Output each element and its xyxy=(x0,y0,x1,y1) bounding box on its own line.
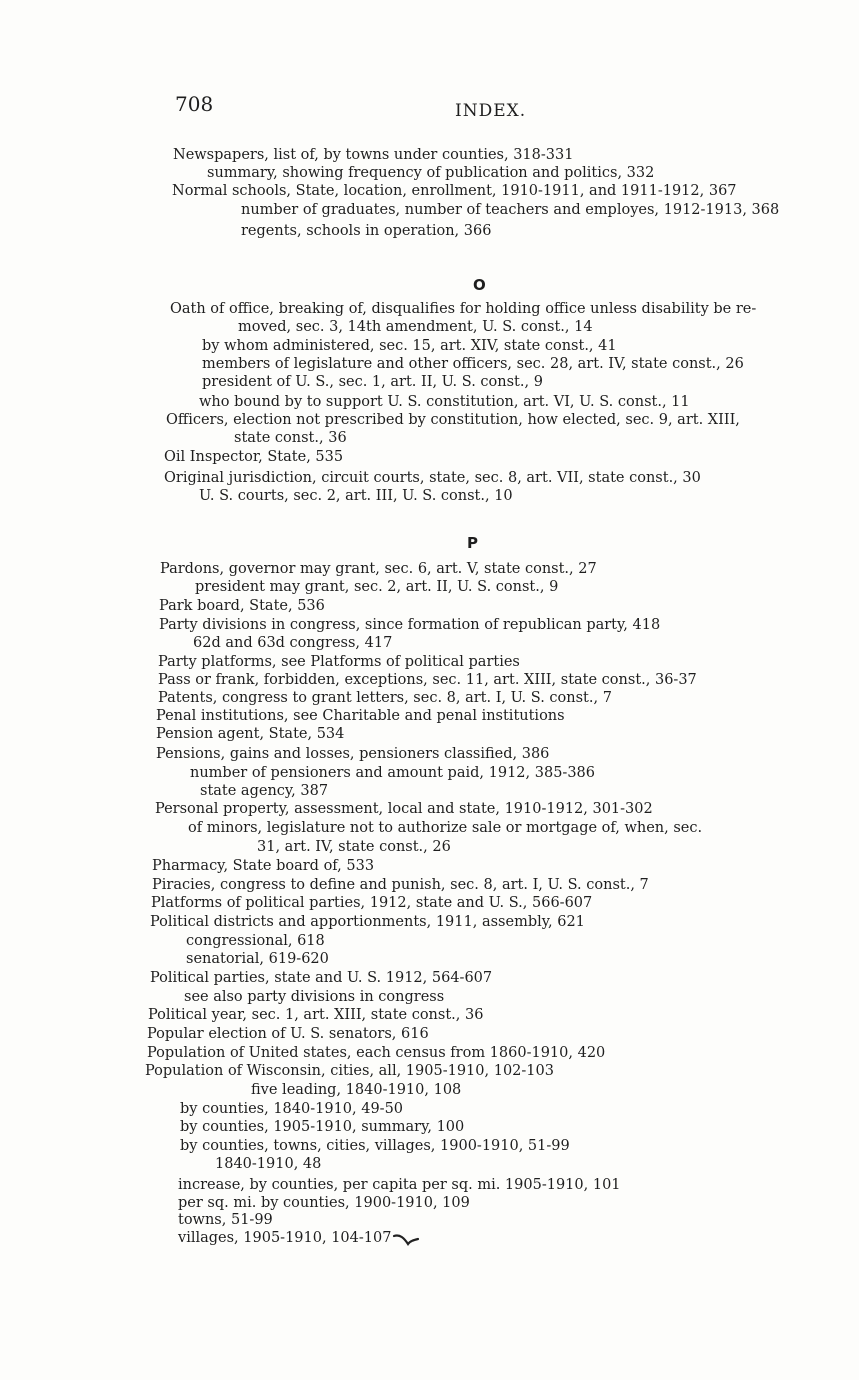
index-entry: Political parties, state and U. S. 1912, 564-607 xyxy=(150,970,493,986)
index-subentry: number of pensioners and amount paid, 1912, 385-386 xyxy=(190,765,595,781)
index-entry: Pharmacy, State board of, 533 xyxy=(152,858,375,874)
index-entry: Popular election of U. S. senators, 616 xyxy=(147,1026,429,1042)
index-entry: Normal schools, State, location, enrollment, 1910-1911, and 1911-1912, 367 xyxy=(172,183,737,199)
index-subentry: senatorial, 619-620 xyxy=(186,951,329,967)
index-subentry: president of U. S., sec. 1, art. II, U. S. const., 9 xyxy=(202,374,543,390)
index-subentry: 31, art. IV, state const., 26 xyxy=(257,839,451,855)
index-entry: Piracies, congress to define and punish, sec. 8, art. I, U. S. const., 7 xyxy=(152,877,649,893)
index-subentry: villages, 1905-1910, 104-107 xyxy=(178,1230,392,1246)
index-entry: Pension agent, State, 534 xyxy=(156,726,345,742)
index-subentry: by counties, towns, cities, villages, 1900-1910, 51-99 xyxy=(180,1138,570,1154)
index-subentry: increase, by counties, per capita per sq. mi. 1905-1910, 101 xyxy=(178,1177,621,1193)
running-head: INDEX. xyxy=(455,101,527,121)
index-subentry: 1840-1910, 48 xyxy=(215,1156,322,1172)
index-entry: Party divisions in congress, since formation of republican party, 418 xyxy=(159,617,661,633)
index-entry: Officers, election not prescribed by constitution, how elected, sec. 9, art. XIII, xyxy=(166,412,740,428)
index-subentry: towns, 51-99 xyxy=(178,1212,273,1228)
page-number: 708 xyxy=(175,92,214,116)
index-subentry: see also party divisions in congress xyxy=(184,989,445,1005)
index-entry: Platforms of political parties, 1912, state and U. S., 566-607 xyxy=(151,895,593,911)
index-entry: Patents, congress to grant letters, sec. 8, art. I, U. S. const., 7 xyxy=(158,690,612,706)
index-subentry: who bound by to support U. S. constitution, art. VI, U. S. const., 11 xyxy=(199,394,690,410)
index-subentry: by counties, 1840-1910, 49-50 xyxy=(180,1101,404,1117)
index-subentry: president may grant, sec. 2, art. II, U. S. const., 9 xyxy=(195,579,559,595)
index-subentry: members of legislature and other officers, sec. 28, art. IV, state const., 26 xyxy=(202,356,744,372)
index-entry: Pass or frank, forbidden, exceptions, sec. 11, art. XIII, state const., 36-37 xyxy=(158,672,697,688)
index-subentry: number of graduates, number of teachers and employes, 1912-1913, 368 xyxy=(241,202,780,218)
index-subentry: by counties, 1905-1910, summary, 100 xyxy=(180,1119,465,1135)
index-subentry: state agency, 387 xyxy=(200,783,329,799)
index-entry: Population of United states, each census from 1860-1910, 420 xyxy=(147,1045,606,1061)
index-entry: Political districts and apportionments, 1911, assembly, 621 xyxy=(150,914,585,930)
index-subentry: five leading, 1840-1910, 108 xyxy=(251,1082,462,1098)
index-subentry: regents, schools in operation, 366 xyxy=(241,223,492,239)
index-entry: Political year, sec. 1, art. XIII, state const., 36 xyxy=(148,1007,484,1023)
index-subentry: 62d and 63d congress, 417 xyxy=(193,635,393,651)
index-entry: Oil Inspector, State, 535 xyxy=(164,449,344,465)
index-subentry: state const., 36 xyxy=(234,430,347,446)
index-entry: Personal property, assessment, local and state, 1910-1912, 301-302 xyxy=(155,801,653,817)
index-subentry: of minors, legislature not to authorize sale or mortgage of, when, sec. xyxy=(188,820,703,836)
pen-check-mark xyxy=(392,1232,420,1248)
index-entry: Park board, State, 536 xyxy=(159,598,325,614)
index-subentry: moved, sec. 3, 14th amendment, U. S. const., 14 xyxy=(238,319,593,335)
index-entry: Party platforms, see Platforms of political parties xyxy=(158,654,520,670)
index-entry: Penal institutions, see Charitable and penal institutions xyxy=(156,708,565,724)
index-entry: Population of Wisconsin, cities, all, 1905-1910, 102-103 xyxy=(145,1063,554,1079)
index-entry: Pardons, governor may grant, sec. 6, art. V, state const., 27 xyxy=(160,561,597,577)
index-subentry: summary, showing frequency of publication and politics, 332 xyxy=(207,165,655,181)
index-entry: Original jurisdiction, circuit courts, state, sec. 8, art. VII, state const., 30 xyxy=(164,470,701,486)
index-entry: Oath of office, breaking of, disqualifies for holding office unless disability be re- xyxy=(170,301,757,317)
index-subentry: U. S. courts, sec. 2, art. III, U. S. const., 10 xyxy=(199,488,513,504)
index-subentry: congressional, 618 xyxy=(186,933,325,949)
index-entry: Newspapers, list of, by towns under counties, 318-331 xyxy=(173,147,574,163)
index-subentry: per sq. mi. by counties, 1900-1910, 109 xyxy=(178,1195,470,1211)
index-subentry: by whom administered, sec. 15, art. XIV, state const., 41 xyxy=(202,338,617,354)
index-entry: Pensions, gains and losses, pensioners classified, 386 xyxy=(156,746,550,762)
section-letter-p: P xyxy=(467,534,478,552)
section-letter-o: O xyxy=(473,276,486,294)
